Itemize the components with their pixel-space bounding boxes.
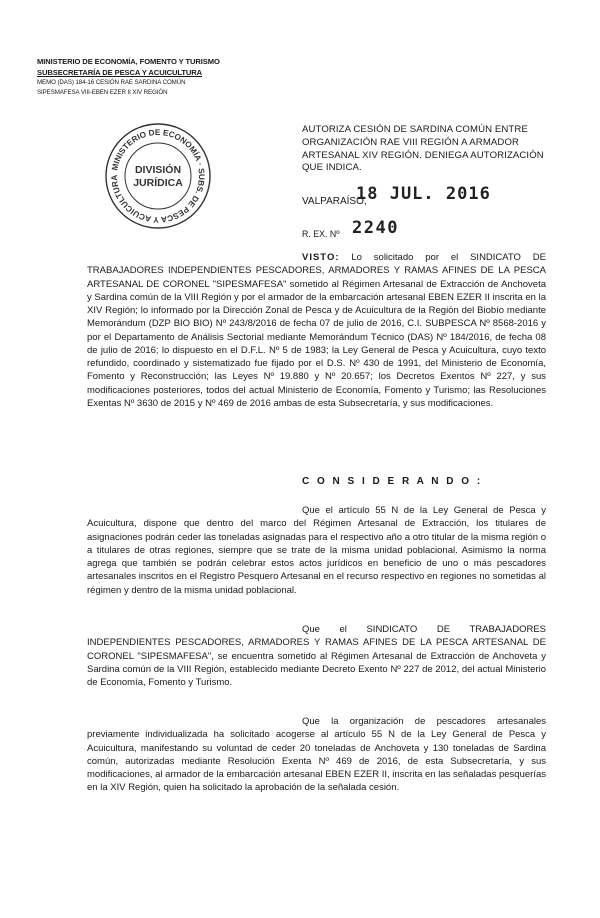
rex-label: R. EX. Nº [302,229,340,239]
visto-text: Lo solicitado por el SINDICATO DE TRABAJADORES INDEPENDIENTES PESCADORES, ARMADORES Y RAMAS AFINES DE LA PESCA ARTESANAL DE CORONEL "SIPESMAFESA" sometido al Régimen Artesanal de Extracción de Anchoveta y Sardina común de la VIII Región y por el armador de la embarcación artesanal EBEN EZER II inscrita en la XIV Región; lo informado por la Dirección Zonal de Pesca y de Acuicultura de la Región del Biobío mediante Memorándum (DZP BIO BIO) Nº 243/8/2016 de fecha 07 de julio de 2016, C.I. SUBPESCA Nº 8568-2016 y por el Departamento de Análisis Sectorial mediante Memorándum Técnico (DAS) Nº 184/2016, de fecha 08 de julio de 2016; lo dispuesto en el D.F.L. Nº 5 de 1983; la Ley General de Pesca y Acuicultura, cuyo texto refundido, coordinado y sistematizado fue fijado por el D.S. Nº 430 de 1991, del Ministerio de Economía, Fomento y Reconstrucción; las Leyes Nº 19.880 y Nº 20.657; los Decretos Exentos Nº 227, y sus modificaciones posteriores, todos del actual Ministerio de Economía, Fomento y Turismo; las Resoluciones Exentas Nº 3630 de 2015 y Nº 469 de 2016 ambas de esta Subsecretaría, y sus modificaciones. [87,252,546,409]
date-stamp: 18 JUL. 2016 [356,184,491,204]
considerando-paragraph-1: Que el artículo 55 N de la Ley General de Pesca y Acuicultura, dispone que dentro del marco del Régimen Artesanal de Extracción, los titulares de asignaciones podrán ceder las toneladas asignadas para el respectivo año a otro titular de la misma región o a titulares de otras regiones, siempre que se trate de la misma unidad poblacional. Asimismo la norma agrega que también se podrán celebrar estos actos jurídicos en beneficio de uno o más pescadores artesanales inscritos en el Registro Pesquero Artesanal en el recurso respectivo en regiones no sometidas al régimen y dentro de la misma unidad poblacional. [87,505,546,596]
stamp-center-line1: DIVISIÓN [134,164,182,176]
place: VALPARAÍSO, [302,196,367,207]
memo-reference-1: MEMO (DAS) 184-16 CESIÓN RAE SARDINA COMÚN [37,79,186,86]
subsecretaria-name: SUBSECRETARÍA DE PESCA Y ACUICULTURA [37,68,203,77]
memo-reference-2: SIPESMAFESA VIII-EBEN EZER II XIV REGIÓN [37,88,168,96]
rex-number: 2240 [352,218,399,238]
stamp-center-line2: JURÍDICA [133,177,183,189]
considerando-paragraph-2: Que el SINDICATO DE TRABAJADORES INDEPENDIENTES PESCADORES, ARMADORES Y RAMAS AFINES DE LA PESCA ARTESANAL DE CORONEL "SIPESMAFESA", se encuentra sometido al Régimen Artesanal de Extracción de Anchoveta y Sardina común de la VIII Región, establecido mediante Decreto Exento Nº 227 de 2012, del actual Ministerio de Economía, Fomento y Turismo. [87,624,546,688]
considerando-heading: C O N S I D E R A N D O : [302,476,483,487]
ministry-name: MINISTERIO DE ECONOMÍA, FOMENTO Y TURISMO [37,57,220,66]
stamp-ring-text: MINISTERIO DE ECONOMÍA · SUBS. DE PESCA Y ACUICULTURA [109,127,207,225]
resolution-title: AUTORIZA CESIÓN DE SARDINA COMÚN ENTRE ORGANIZACIÓN RAE VIII REGIÓN A ARMADOR ARTESANAL XIV REGIÓN. DENIEGA AUTORIZACIÓN QUE INDICA. [302,124,544,174]
visto-label: VISTO: [302,252,340,263]
visto-paragraph [87,251,546,410]
division-juridica-stamp [102,120,214,232]
letterhead [37,56,267,97]
considerando-paragraph-3: Que la organización de pescadores artesanales previamente individualizada ha solicitado acogerse al artículo 55 N de la Ley General de Pesca y Acuicultura, manifestando su voluntad de ceder 20 toneladas de Anchoveta y 130 toneladas de Sardina común, autorizadas mediante Resolución Exenta Nº 469 de 2016, de esta Subsecretaría, y sus modificaciones, al armador de la embarcación artesanal EBEN EZER II, inscrita en las señaladas pesquerías en la XIV Región, quien ha solicitado la aprobación de la señalada cesión. [87,716,546,794]
